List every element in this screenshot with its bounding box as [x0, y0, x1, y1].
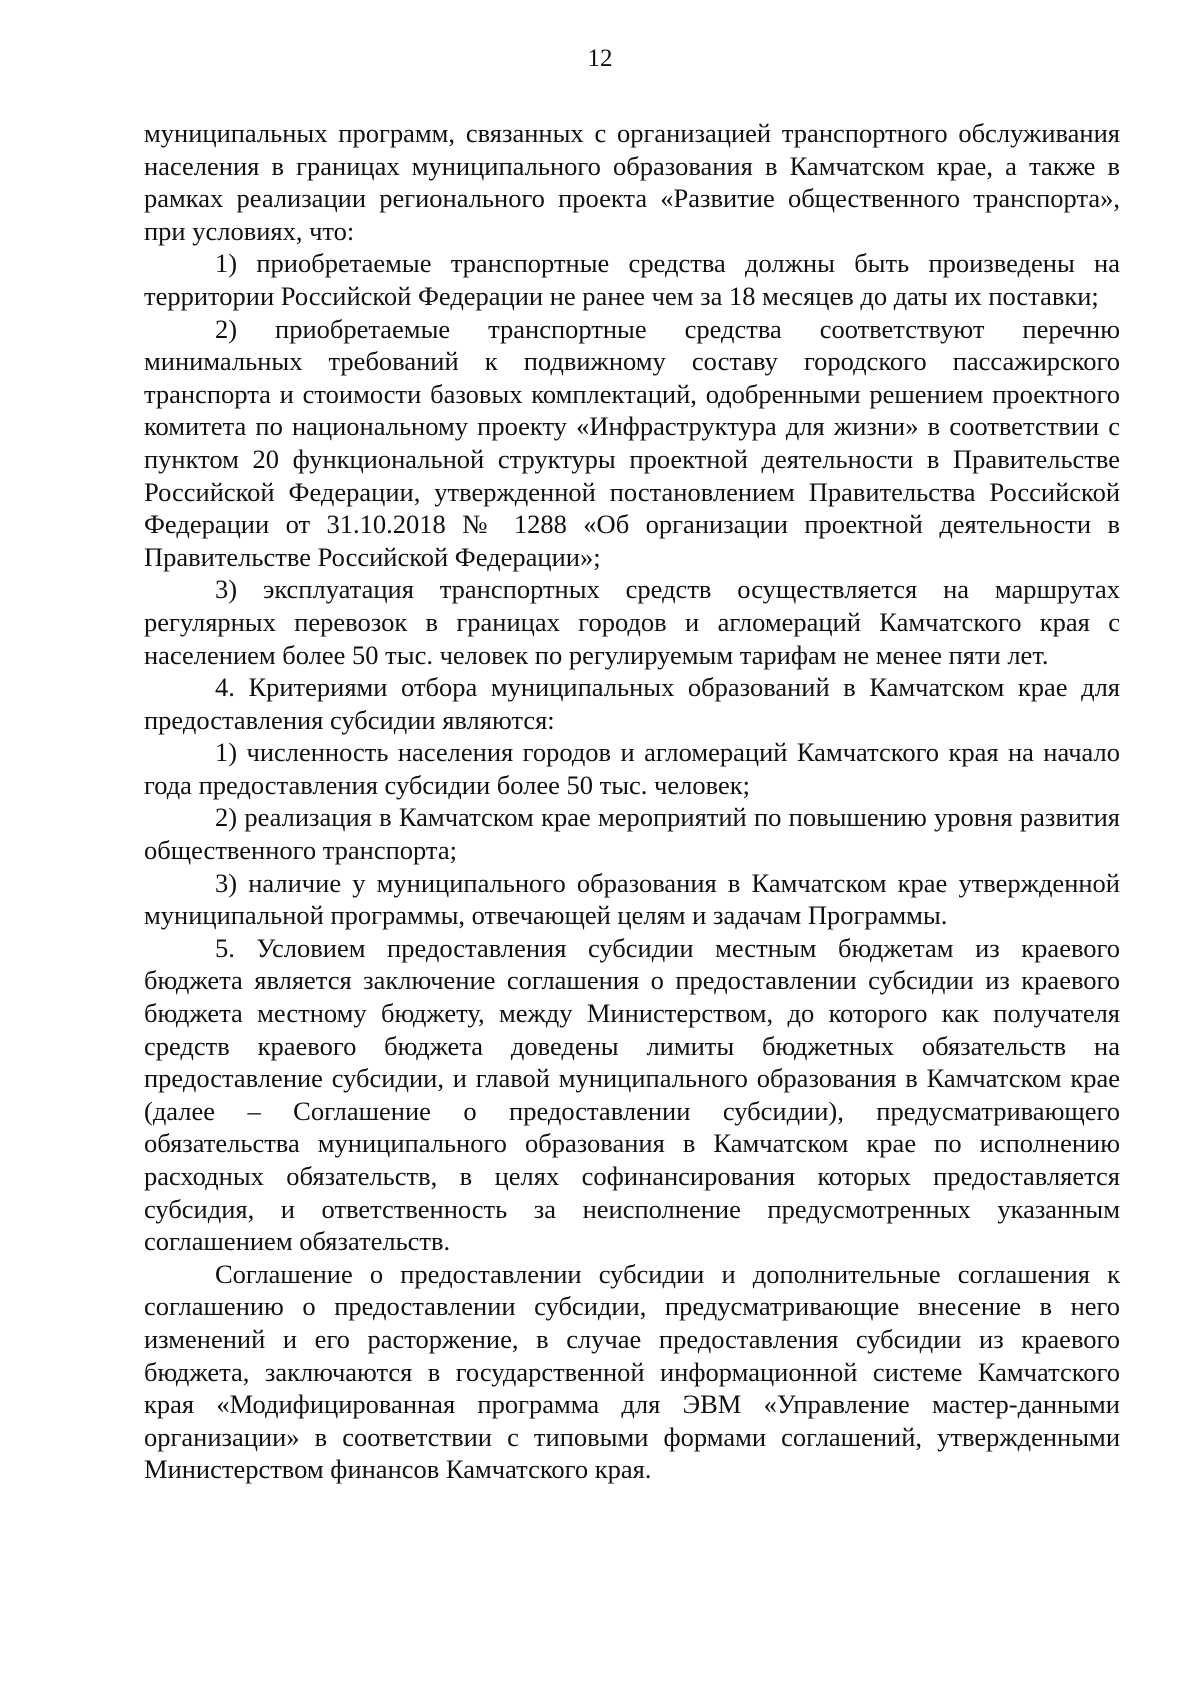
document-body — [144, 117, 1120, 1486]
paragraph-condition-3: 3) эксплуатация транспортных средств осуществляется на маршрутах регулярных перевозок в границах городов и агломераций Камчатского края с населением более 50 тыс. человек по регулируемым тарифам не менее пяти лет. — [144, 574, 1120, 670]
page-number: 12 — [587, 45, 613, 72]
paragraph-criterion-3: 3) наличие у муниципального образования в Камчатском крае утвержденной муниципальной программы, отвечающей целям и задачам Программы. — [144, 867, 1120, 931]
paragraph-condition-2: 2) приобретаемые транспортные средства соответствуют перечню минимальных требований к подвижному составу городского пассажирского транспорта и стоимости базовых комплектаций, одобренными решением проектного комитета по национальному проекту «Инфраструктура для жизни» в соответствии с пунктом 20 функциональной структуры проектной деятельности в Правительстве Российской Федерации, утвержденной постановлением Правительства Российской Федерации от 31.10.2018 № 1288 «Об организации проектной деятельности в Правительстве Российской Федерации»; — [144, 313, 1120, 572]
paragraph-section-5: 5. Условием предоставления субсидии местным бюджетам из краевого бюджета является заключение соглашения о предоставлении субсидии из краевого бюджета местному бюджету, между Министерством, до которого как получателя средств краевого бюджета доведены лимиты бюджетных обязательств на предоставление субсидии, и главой муниципального образования в Камчатском крае (далее – Соглашение о предоставлении субсидии), предусматривающего обязательства муниципального образования в Камчатском крае по исполнению расходных обязательств, в целях софинансирования которых предоставляется субсидия, и ответственность за неисполнение предусмотренных указанным соглашением обязательств. — [144, 932, 1120, 1257]
paragraph-criterion-1: 1) численность населения городов и агломераций Камчатского края на начало года предоставления субсидии более 50 тыс. человек; — [144, 737, 1120, 800]
paragraph-intro-continuation: муниципальных программ, связанных с организацией транспортного обслуживания населения в границах муниципального образования в Камчатском крае, а также в рамках реализации регионального проекта «Развитие общественного транспорта», при условиях, что: — [144, 118, 1120, 246]
paragraph-criterion-2: 2) реализация в Камчатском крае мероприятий по повышению уровня развития общественного транспорта; — [144, 802, 1120, 866]
paragraph-section-4: 4. Критериями отбора муниципальных образований в Камчатском крае для предоставления субсидии являются: — [144, 672, 1120, 735]
paragraph-agreement: Соглашение о предоставлении субсидии и дополнительные соглашения к соглашению о предоставлении субсидии, предусматривающие внесение в него изменений и его расторжение, в случае предоставления субсидии из краевого бюджета, заключаются в государственной информационной системе Камчатского края «Модифицированная программа для ЭВМ «Управление мастер-данными организации» в соответствии с типовыми формами соглашений, утвержденными Министерством финансов Камчатского края. — [144, 1258, 1120, 1485]
paragraph-condition-1: 1) приобретаемые транспортные средства должны быть произведены на территории Российской Федерации не ранее чем за 18 месяцев до даты их поставки; — [144, 248, 1120, 311]
